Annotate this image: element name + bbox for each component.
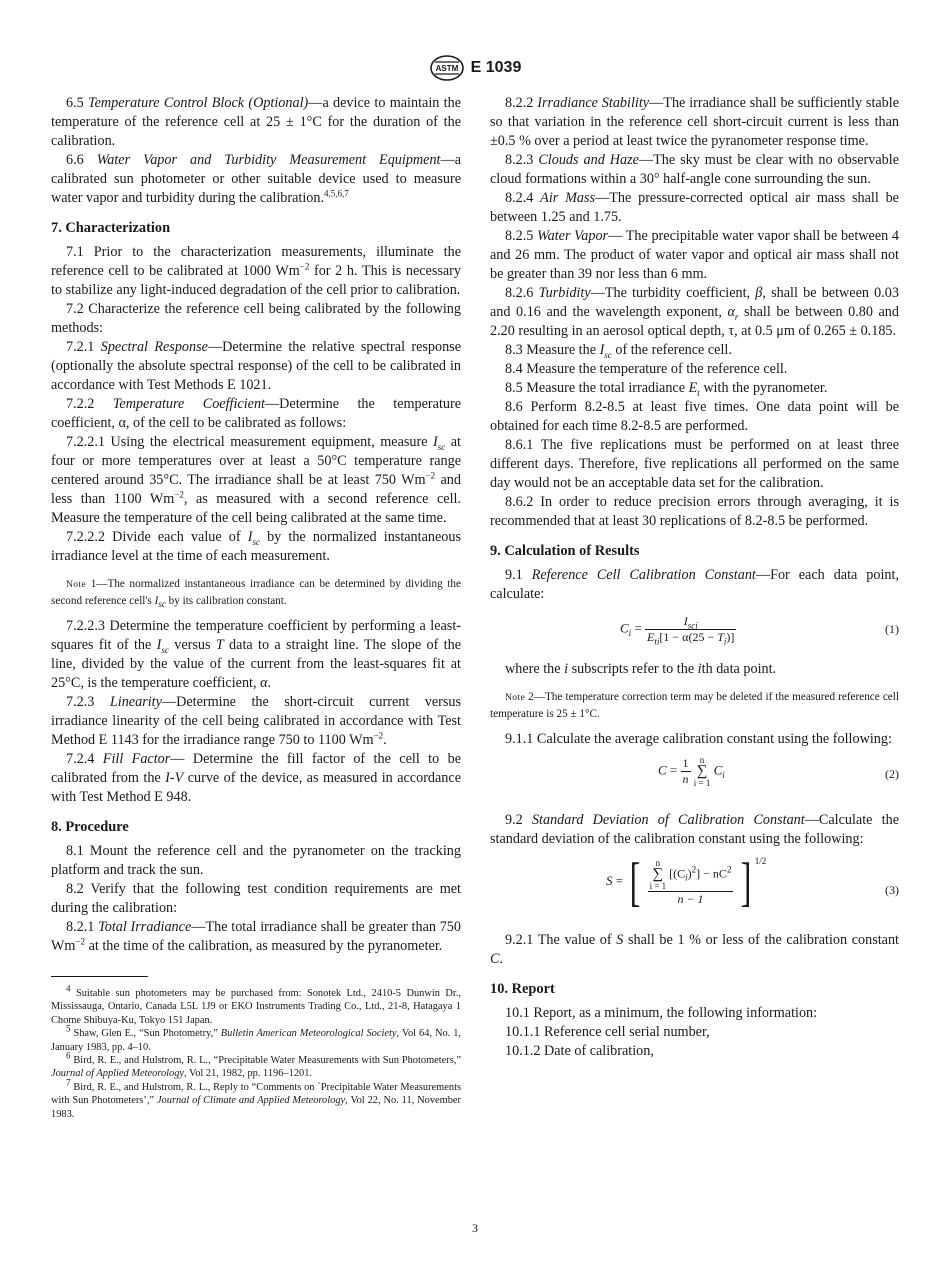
section-10-1: 10.1 Report, as a minimum, the following information: (505, 1005, 818, 1021)
section-6-5: 6.5 Temperature Control Block (Optional)—a device to maintain the temperature of the reference cell at 25 ± 1°C for the duration of the calibration. (51, 95, 461, 149)
section-7-2-2: 7.2.2 Temperature Coefficient—Determine the temperature coefficient, α, of the cell to be calibrated as follows: (51, 396, 462, 431)
section-9-1-1: 9.1.1 Calculate the average calibration constant using the following: (505, 731, 892, 747)
footnote-7: $^7$ Bird, R. E., and Hulstrom, R. L., Reply to “Comments on `Precipitable Water Measurements with Sun Photometers’,” Journal of Climate and Applied Meteorology, Vol 22, No. 11, November 1983. (51, 1077, 461, 1120)
equation-2: C = $\frac{1}{n}$ n ∑ i = 1 $C_i$ (2) (658, 755, 899, 788)
footnote-5: $^5$ Shaw, Glen E., “Sun Photometry,” Bulletin American Meteorological Society, Vol 64, No. 1, January 1983, pp. 4–10. (51, 1023, 462, 1053)
heading-report: 10. Report (490, 981, 555, 997)
footnote-6: $^6$ Bird, R. E., and Hulstrom, R. L., “Precipitable Water Measurements with Sun Photometers,” Journal of Applied Meteorology, Vol 21, 1982, pp. 1196–1201. (51, 1050, 461, 1080)
page-number: 3 (472, 1221, 478, 1235)
section-10-1-2: 10.1.2 Date of calibration, (505, 1043, 654, 1059)
astm-logo-icon (429, 54, 465, 82)
section-8-2-6: 8.2.6 Turbidity—The turbidity coefficient, β, shall be between 0.03 and 0.16 and the wavelength exponent, $\alpha_r$ shall be between 0.80 and 2.20 resulting in an aerosol optical depth, τ, at 0.5 μm of 0.265 ± 0.185. (490, 285, 899, 339)
section-8-4: 8.4 Measure the temperature of the reference cell. (505, 361, 788, 377)
left-column (51, 94, 461, 1121)
equation-1-number: (1) (885, 622, 899, 636)
where-clause: where the i subscripts refer to the ith data point. (505, 661, 777, 677)
section-7-1: 7.1 Prior to the characterization measurements, illuminate the reference cell to be calibrated at 1000 $Wm^{-2}$ for 2 h. This is necessary to stabilize any light-induced degradation of the cell prior to calibration. (51, 244, 461, 298)
section-7-2-1: 7.2.1 Spectral Response—Determine the relative spectral response (optionally the absolute spectral response) of the cell to be calibrated in accordance with Test Methods E 1021. (51, 339, 461, 393)
note-1: Note 1—The normalized instantaneous irradiance can be determined by dividing the second reference cell's $I_{sc}$ by its calibration constant. (51, 578, 461, 610)
section-8-2-5: 8.2.5 Water Vapor— The precipitable water vapor shall be between 4 and 26 mm. The product of water vapor and optical air mass shall not be greater than 39 nor less than 6 mm. (490, 228, 900, 282)
heading-procedure: 8. Procedure (51, 819, 129, 835)
section-10-1-1: 10.1.1 Reference cell serial number, (505, 1024, 710, 1040)
section-7-2-2-3: 7.2.2.3 Determine the temperature coefficient by performing a least-squares fit of the $I_{sc}$ versus T data to a straight line. The slope of the line, divided by the value of the current from the least-squares fit at 25°C, is the temperature coefficient, α. (51, 618, 461, 691)
section-9-1: 9.1 Reference Cell Calibration Constant—For each data point, calculate: (490, 567, 899, 602)
footnote-4: $^4$ Suitable sun photometers may be purchased from: Sonotek Ltd., 2410-5 Dunwin Dr., Mississauga, Ontario, Canada L5L 1J9 or EKO Instruments Trading Co., Ltd., 21-8, Hatagaya 1 Chome Shibuya-Ku, Tokyo 151 Japan. (51, 983, 461, 1026)
section-8-2-4: 8.2.4 Air Mass—The pressure-corrected optical air mass shall be between 1.25 and 1.75. (490, 190, 899, 225)
heading-characterization: 7. Characterization (51, 220, 171, 236)
designation: E 1039 (470, 59, 522, 76)
section-8-2-2: 8.2.2 Irradiance Stability—The irradiance shall be sufficiently stable so that variation in the reference cell short-circuit current is less than ±0.5 % over a period at least twice the pyranometer response time. (490, 95, 900, 149)
section-9-2-1: 9.2.1 The value of S shall be 1 % or less of the calibration constant C. (490, 932, 900, 967)
section-8-1: 8.1 Mount the reference cell and the pyranometer on the tracking platform and track the sun. (51, 843, 461, 878)
equation-3: S = [ n ∑ i = 1 $[(C_i)^2] - nC^2$ n − 1 ] $^{1/2}$ (3) (606, 852, 899, 912)
section-8-6-1: 8.6.1 The five replications must be performed on at least three different days. Therefore, five replications all performed on the same day would not be an acceptable data set for the calibration. (490, 437, 899, 491)
section-7-2-2-1: 7.2.2.1 Using the electrical measurement equipment, measure $I_{sc}$ at four or more temperatures over at least a 50°C temperature range centered around 35°C. The irradiance shall be at least 750 $Wm^{-2}$ and less than 1100 $Wm^{-2}$, as measured with a second reference cell. Measure the temperature of the cell being calibrated at the same time. (51, 434, 461, 526)
equation-2-number: (2) (885, 767, 899, 781)
right-column (490, 94, 899, 1061)
heading-calculation: 9. Calculation of Results (490, 543, 640, 559)
footnote-divider (51, 976, 148, 977)
section-8-2-3: 8.2.3 Clouds and Haze—The sky must be clear with no observable cloud formations within a 30° half-angle cone surrounding the sun. (490, 152, 900, 187)
section-8-2: 8.2 Verify that the following test condition requirements are met during the calibration: (51, 881, 461, 916)
section-6-6: 6.6 Water Vapor and Turbidity Measurement Equipment—a calibrated sun photometer or other suitable device used to measure water vapor and turbidity during the calibration.$^{4,5,6,7}$ (51, 152, 462, 206)
equation-1: $C_i$ = $\frac{I_{sci}}{E_{ti}[1 - \alpha(25 - T_i)]}$ (1) (620, 614, 899, 647)
section-8-6-2: 8.6.2 In order to reduce precision errors through averaging, it is recommended that at least 30 replications of 8.2-8.5 be performed. (490, 494, 899, 529)
section-8-3: 8.3 Measure the $I_{sc}$ of the reference cell. (505, 342, 732, 360)
section-7-2-2-2: 7.2.2.2 Divide each value of $I_{sc}$ by the normalized instantaneous irradiance level at the time of each measurement. (51, 529, 461, 564)
note-2: Note 2—The temperature correction term may be deleted if the measured reference cell temperature is 25 ± 1°C. (490, 691, 899, 720)
section-7-2-3: 7.2.3 Linearity—Determine the short-circuit current versus irradiance linearity of the cell being calibrated in accordance with Test Method E 1143 for the irradiance range 750 to 1100 $Wm^{-2}$. (51, 694, 462, 748)
section-7-2: 7.2 Characterize the reference cell being calibrated by the following methods: (51, 301, 461, 336)
logo-text: ASTM (435, 64, 458, 73)
section-7-2-4: 7.2.4 Fill Factor— Determine the fill factor of the cell to be calibrated from the I-V curve of the device, as measured in accordance with Test Method E 948. (51, 751, 462, 805)
section-8-5: 8.5 Measure the total irradiance $E_t$ with the pyranometer. (505, 380, 828, 398)
section-9-2: 9.2 Standard Deviation of Calibration Constant—Calculate the standard deviation of the calibration constant using the following: (490, 812, 899, 847)
page-header (0, 54, 950, 82)
equation-3-number: (3) (885, 883, 899, 897)
section-8-6: 8.6 Perform 8.2-8.5 at least five times. One data point will be obtained for each time 8.2-8.5 are performed. (490, 399, 899, 434)
section-8-2-1: 8.2.1 Total Irradiance—The total irradiance shall be greater than 750 $Wm^{-2}$ at the time of the calibration, as measured by the pyranometer. (51, 919, 461, 954)
